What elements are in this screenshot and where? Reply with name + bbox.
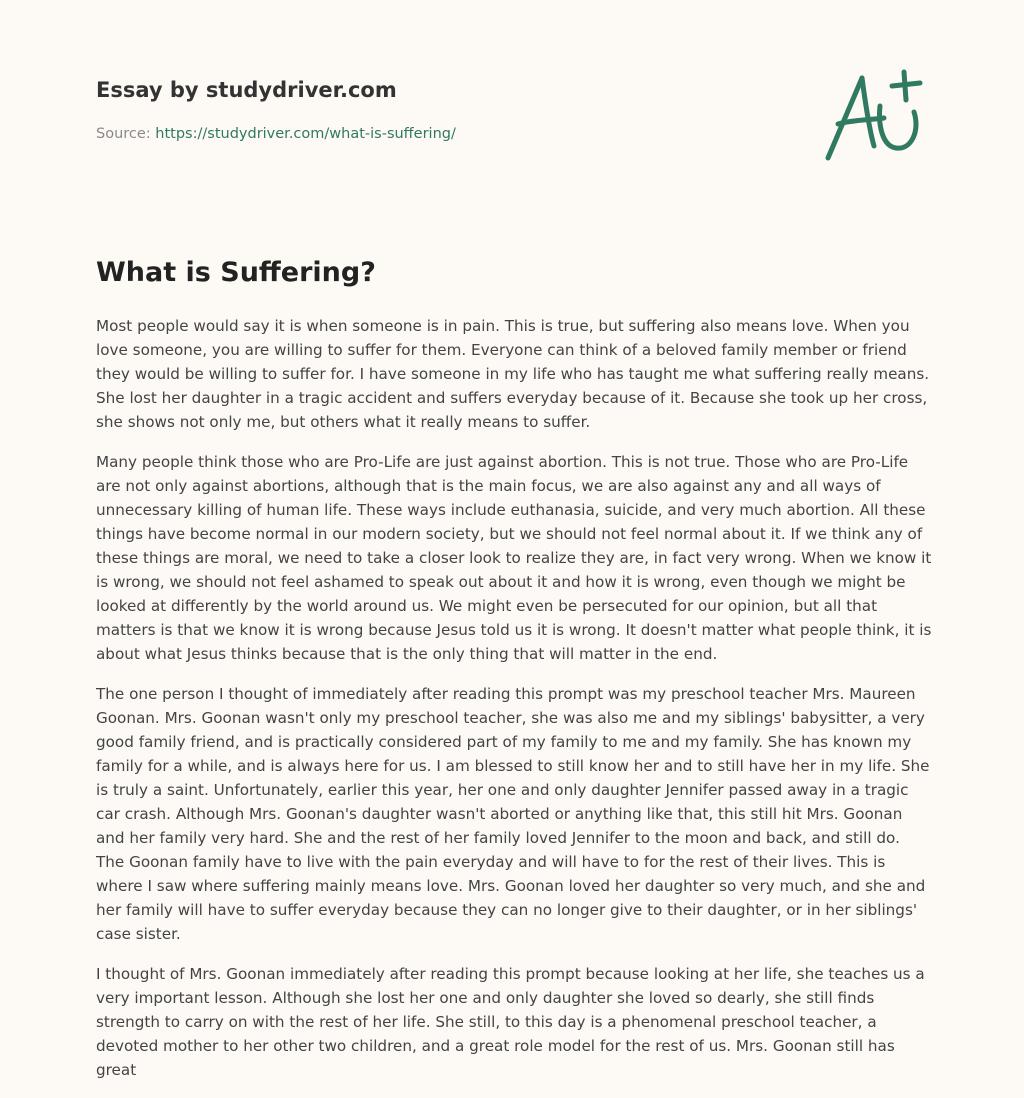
essay-paragraph: Many people think those who are Pro-Life are just against abortion. This is not true. Those who are Pro-Life are not only against abortions, although that is the main focus, we are also against any and all ways of unnecessary killing of human life. These ways include euthanasia, suicide, and very much abortion. All these things have become normal in our modern society, but we should not feel normal about it. If we think any of these things are moral, we need to take a closer look to realize they are, in fact very wrong. When we know it is wrong, we should not feel ashamed to speak out about it and how it is wrong, even though we might be looked at differently by the world around us. We might even be persecuted for our opinion, but all that matters is that we know it is wrong because Jesus told us it is wrong. It doesn't matter what people think, it is about what Jesus thinks because that is the only thing that will matter in the end. <box>96 453 932 663</box>
essay-paragraph: Most people would say it is when someone is in pain. This is true, but suffering also means love. When you love someone, you are willing to suffer for them. Everyone can think of a beloved family member or friend they would be willing to suffer for. I have someone in my life who has taught me what suffering really means. She lost her daughter in a tragic accident and suffers everyday because of it. Because she took up her cross, she shows not only me, but others what it really means to suffer. <box>96 317 930 431</box>
essay-paragraph: The one person I thought of immediately after reading this prompt was my preschool teacher Mrs. Maureen Goonan. Mrs. Goonan wasn't only my preschool teacher, she was also me and my siblings' babysitter, a very good family friend, and is practically considered part of my family to me and my family. She has known my family for a while, and is always here for us. I am blessed to still know her and to still have her in my life. She is truly a saint. Unfortunately, earlier this year, her one and only daughter Jennifer passed away in a tragic car crash. Although Mrs. Goonan's daughter wasn't aborted or anything like that, this still hit Mrs. Goonan and her family very hard. She and the rest of her family loved Jennifer to the moon and back, and still do. The Goonan family have to live with the pain everyday and will have to for the rest of their lives. This is where I saw where suffering mainly means love. Mrs. Goonan loved her daughter so very much, and she and her family will have to suffer everyday because they can no longer give to their daughter, or in her siblings' case sister. <box>96 685 930 943</box>
site-title: Essay by studydriver.com <box>96 78 397 102</box>
source-label: Source: <box>96 126 151 142</box>
essay-body <box>96 314 932 1098</box>
a-plus-logo-icon <box>822 66 928 166</box>
essay-title: What is Suffering? <box>96 257 376 288</box>
page-header <box>96 76 796 144</box>
source-line <box>96 124 796 144</box>
essay-paragraph: I thought of Mrs. Goonan immediately after reading this prompt because looking at her life, she teaches us a very important lesson. Although she lost her one and only daughter she loved so dearly, she still finds strength to carry on with the rest of her life. She still, to this day is a phenomenal preschool teacher, a devoted mother to her other two children, and a great role model for the rest of us. Mrs. Goonan still has great <box>96 965 925 1079</box>
source-link[interactable]: https://studydriver.com/what-is-suffering/ <box>155 126 456 142</box>
